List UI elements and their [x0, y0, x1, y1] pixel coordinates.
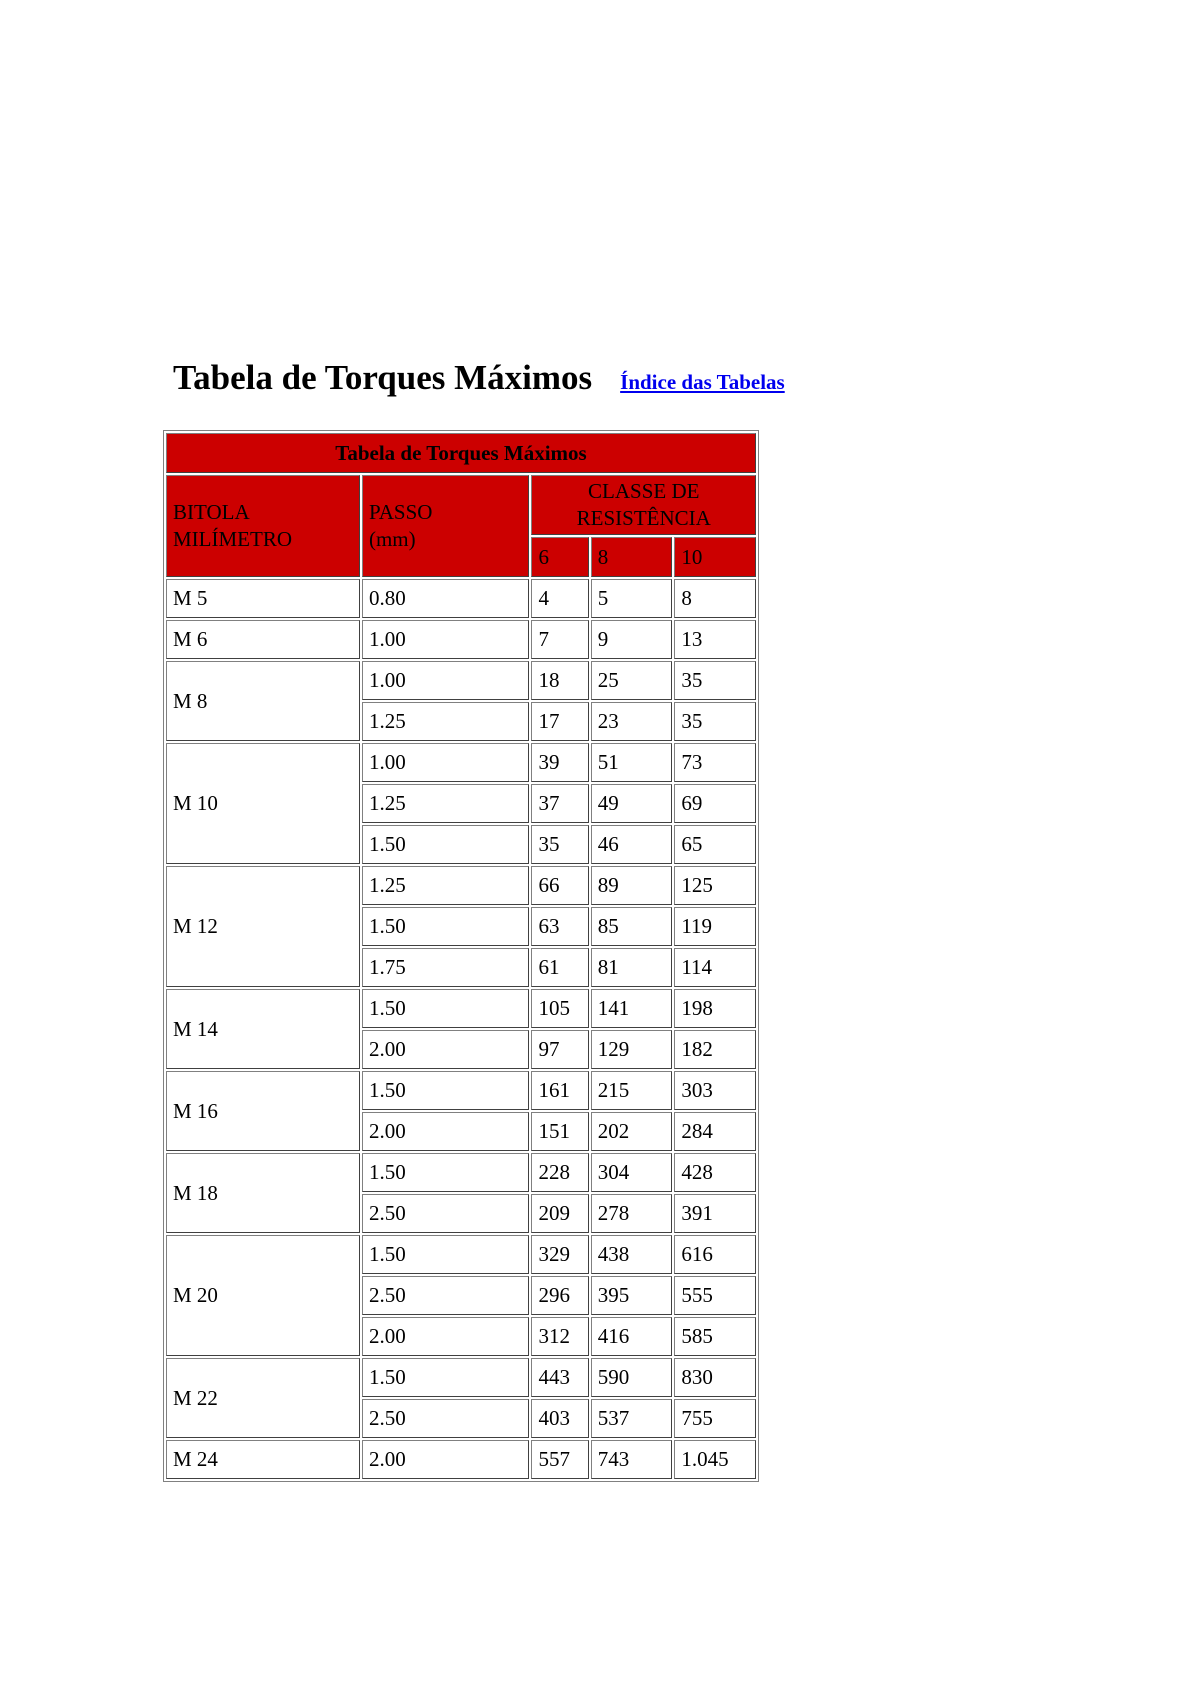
cell-class-8: 129 [591, 1030, 673, 1069]
cell-bitola: M 24 [166, 1440, 360, 1479]
cell-class-6: 209 [531, 1194, 588, 1233]
cell-class-8: 25 [591, 661, 673, 700]
cell-class-6: 66 [531, 866, 588, 905]
cell-passo: 1.00 [362, 743, 530, 782]
table-row [166, 1235, 756, 1274]
cell-class-10: 73 [674, 743, 756, 782]
cell-class-8: 215 [591, 1071, 673, 1110]
header-classe: CLASSE DE RESISTÊNCIA [531, 475, 756, 535]
cell-class-8: 46 [591, 825, 673, 864]
cell-bitola: M 14 [166, 989, 360, 1069]
torque-table [163, 430, 759, 1482]
cell-passo: 1.50 [362, 907, 530, 946]
cell-bitola: M 20 [166, 1235, 360, 1356]
cell-passo: 1.50 [362, 1235, 530, 1274]
cell-class-6: 39 [531, 743, 588, 782]
cell-class-6: 557 [531, 1440, 588, 1479]
table-row [166, 743, 756, 782]
cell-class-10: 69 [674, 784, 756, 823]
cell-passo: 1.25 [362, 866, 530, 905]
cell-class-6: 4 [531, 579, 588, 618]
cell-class-10: 8 [674, 579, 756, 618]
cell-class-6: 97 [531, 1030, 588, 1069]
cell-bitola: M 12 [166, 866, 360, 987]
cell-class-10: 391 [674, 1194, 756, 1233]
cell-class-10: 428 [674, 1153, 756, 1192]
cell-class-6: 61 [531, 948, 588, 987]
page-heading [173, 358, 785, 398]
cell-class-10: 119 [674, 907, 756, 946]
header-passo: PASSO (mm) [362, 475, 530, 577]
cell-class-10: 616 [674, 1235, 756, 1274]
cell-passo: 2.50 [362, 1399, 530, 1438]
cell-passo: 1.25 [362, 702, 530, 741]
cell-class-6: 312 [531, 1317, 588, 1356]
table-row [166, 1358, 756, 1397]
cell-class-6: 228 [531, 1153, 588, 1192]
cell-class-6: 35 [531, 825, 588, 864]
cell-class-8: 416 [591, 1317, 673, 1356]
cell-bitola: M 10 [166, 743, 360, 864]
cell-class-10: 284 [674, 1112, 756, 1151]
table-row [166, 579, 756, 618]
header-grade-6: 6 [531, 537, 588, 577]
cell-passo: 2.00 [362, 1112, 530, 1151]
cell-class-8: 85 [591, 907, 673, 946]
cell-passo: 2.00 [362, 1317, 530, 1356]
cell-class-8: 202 [591, 1112, 673, 1151]
cell-passo: 1.50 [362, 1358, 530, 1397]
cell-class-8: 141 [591, 989, 673, 1028]
cell-class-6: 18 [531, 661, 588, 700]
cell-class-6: 329 [531, 1235, 588, 1274]
cell-passo: 2.00 [362, 1440, 530, 1479]
cell-bitola: M 22 [166, 1358, 360, 1438]
cell-class-8: 49 [591, 784, 673, 823]
table-row [166, 620, 756, 659]
header-grade-10: 10 [674, 537, 756, 577]
cell-passo: 2.00 [362, 1030, 530, 1069]
cell-class-8: 278 [591, 1194, 673, 1233]
table-row [166, 661, 756, 700]
table-row [166, 989, 756, 1028]
cell-class-10: 125 [674, 866, 756, 905]
header-grade-8: 8 [591, 537, 673, 577]
cell-class-10: 585 [674, 1317, 756, 1356]
cell-class-6: 403 [531, 1399, 588, 1438]
cell-passo: 1.00 [362, 620, 530, 659]
cell-passo: 1.50 [362, 825, 530, 864]
cell-class-10: 830 [674, 1358, 756, 1397]
cell-class-8: 9 [591, 620, 673, 659]
cell-class-10: 755 [674, 1399, 756, 1438]
cell-class-6: 296 [531, 1276, 588, 1315]
cell-class-10: 35 [674, 702, 756, 741]
cell-class-10: 303 [674, 1071, 756, 1110]
cell-class-10: 198 [674, 989, 756, 1028]
cell-class-10: 555 [674, 1276, 756, 1315]
cell-class-8: 395 [591, 1276, 673, 1315]
cell-class-6: 17 [531, 702, 588, 741]
cell-passo: 2.50 [362, 1194, 530, 1233]
cell-class-8: 23 [591, 702, 673, 741]
cell-class-8: 81 [591, 948, 673, 987]
table-caption-row [166, 433, 756, 473]
cell-passo: 1.50 [362, 989, 530, 1028]
cell-class-6: 7 [531, 620, 588, 659]
cell-class-8: 590 [591, 1358, 673, 1397]
cell-class-8: 5 [591, 579, 673, 618]
cell-bitola: M 6 [166, 620, 360, 659]
cell-class-6: 105 [531, 989, 588, 1028]
cell-passo: 2.50 [362, 1276, 530, 1315]
cell-class-8: 743 [591, 1440, 673, 1479]
table-header-row [166, 475, 756, 535]
table-row [166, 866, 756, 905]
cell-class-10: 1.045 [674, 1440, 756, 1479]
cell-class-8: 51 [591, 743, 673, 782]
cell-class-6: 443 [531, 1358, 588, 1397]
cell-class-6: 161 [531, 1071, 588, 1110]
cell-class-10: 13 [674, 620, 756, 659]
header-bitola: BITOLA MILÍMETRO [166, 475, 360, 577]
cell-passo: 1.00 [362, 661, 530, 700]
cell-class-8: 537 [591, 1399, 673, 1438]
cell-passo: 1.25 [362, 784, 530, 823]
cell-class-10: 35 [674, 661, 756, 700]
table-row [166, 1071, 756, 1110]
cell-class-6: 63 [531, 907, 588, 946]
cell-bitola: M 8 [166, 661, 360, 741]
cell-bitola: M 5 [166, 579, 360, 618]
cell-class-10: 65 [674, 825, 756, 864]
table-row [166, 1440, 756, 1479]
cell-class-8: 438 [591, 1235, 673, 1274]
cell-passo: 0.80 [362, 579, 530, 618]
table-caption: Tabela de Torques Máximos [166, 433, 756, 473]
page-title: Tabela de Torques Máximos [173, 358, 593, 397]
cell-class-8: 89 [591, 866, 673, 905]
cell-class-8: 304 [591, 1153, 673, 1192]
cell-class-10: 182 [674, 1030, 756, 1069]
table-row [166, 1153, 756, 1192]
cell-bitola: M 18 [166, 1153, 360, 1233]
cell-class-6: 151 [531, 1112, 588, 1151]
cell-class-10: 114 [674, 948, 756, 987]
cell-class-6: 37 [531, 784, 588, 823]
cell-bitola: M 16 [166, 1071, 360, 1151]
index-link[interactable]: Índice das Tabelas [620, 370, 785, 394]
cell-passo: 1.75 [362, 948, 530, 987]
cell-passo: 1.50 [362, 1153, 530, 1192]
table-body [166, 579, 756, 1479]
cell-passo: 1.50 [362, 1071, 530, 1110]
